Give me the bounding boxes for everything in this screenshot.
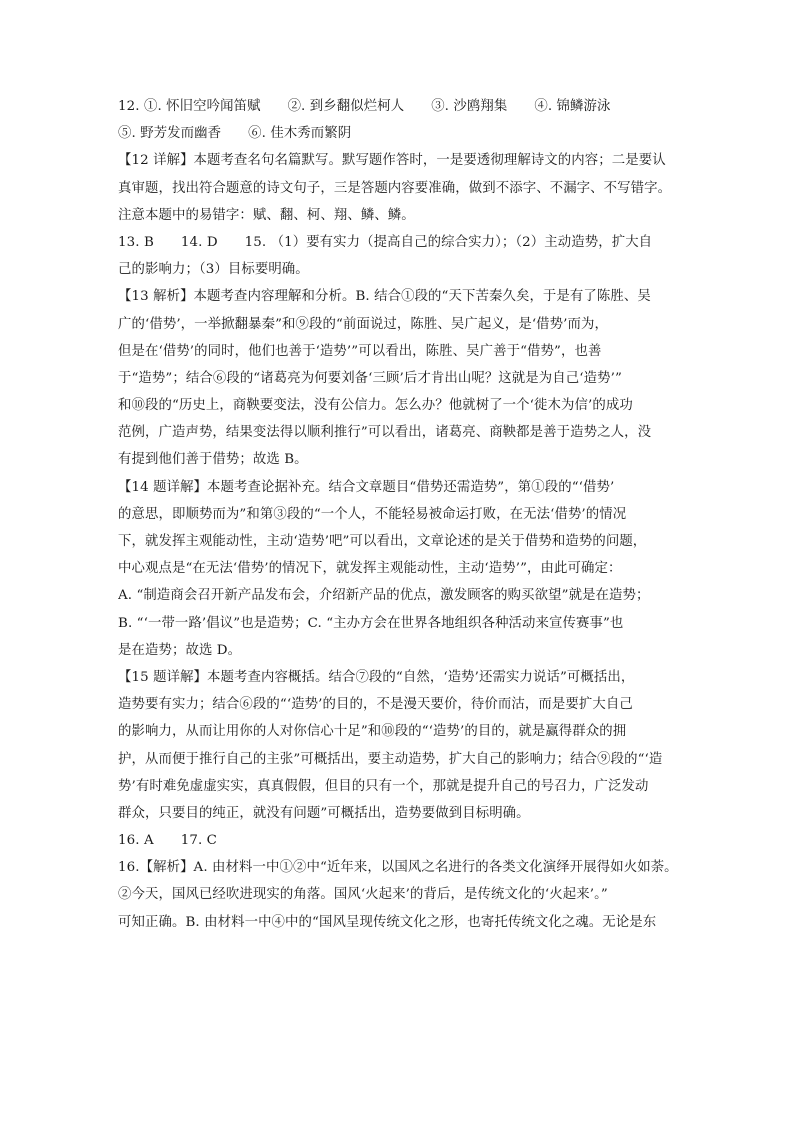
explanation-14-line-6: B. “‘一带一路’倡议”也是造势；C. “主办方会在世界各地组织各种活动来宣传赛事”也	[118, 615, 624, 631]
explanation-13-line-6: 范例，广造声势，结果变法得以顺利推行”可以看出，诸葛亮、商鞅都是善于造势之人，没	[118, 425, 652, 441]
explanation-13-line-5: 和⑩段的“历史上，商鞅要变法，没有公信力。怎么办？他就树了一个‘徙木为信’的成功	[118, 398, 633, 414]
answer-line-12b: ⑤. 野芳发而幽香 ⑥. 佳木秀而繁阴	[118, 126, 352, 142]
explanation-14-line-2: 的意思，即顺势而为”和第③段的“一个人，不能轻易被命运打败，在无法‘借势’的情况	[118, 506, 627, 522]
explanation-14-line-5: A. “制造商会召开新产品发布会，介绍新产品的优点，激发顾客的购买欲望”就是在造势；	[118, 588, 650, 604]
explanation-13-line-2: 广的‘借势’，一举掀翻暴秦”和⑨段的“前面说过，陈胜、吴广起义，是‘借势’而为，	[118, 316, 608, 332]
answer-line-16-17: 16. A 17. C	[118, 833, 218, 849]
explanation-14-line-3: 下，就发挥主观能动性，主动‘造势’吧”可以看出，文章论述的是关于借势和造势的问题，	[118, 534, 647, 549]
explanation-12-line-2: 真审题，找出符合题意的诗文句子，三是答题内容要准确，做到不添字、不漏字、不写错字。	[118, 180, 672, 196]
answer-line-13-15b: 己的影响力；（3）目标要明确。	[118, 262, 309, 278]
explanation-16-line-2: ②今天，国风已经吹进现实的角落。国风‘火起来’的背后，是传统文化的‘火起来’。”	[118, 887, 608, 903]
explanation-15-line-6: 群众，只要目的纯正，就没有问题”可概括出，造势要做到目标明确。	[118, 805, 530, 821]
answer-line-13-15a: 13. B 14. D 15. （1）要有实力（提高自己的综合实力）；（2）主动造势，扩大自	[118, 234, 653, 250]
explanation-13-line-1: 【13 解析】本题考查内容理解和分析。B. 结合①段的“天下苦秦久矣，于是有了陈胜、吴	[118, 289, 651, 305]
explanation-12-line-1: 【12 详解】本题考查名句名篇默写。默写题作答时，一是要透彻理解诗文的内容；二是要认	[118, 153, 666, 169]
explanation-12-line-3: 注意本题中的易错字：赋、翻、柯、翔、鳞、鳞。	[118, 207, 415, 223]
explanation-14-line-7: 是在造势；故选 D。	[118, 642, 242, 658]
document-page	[118, 98, 678, 941]
explanation-13-line-3: 但是在‘借势’的同时，他们也善于‘造势’”可以看出，陈胜、吴广善于“借势”，也善	[118, 343, 602, 359]
answer-line-12a: 12. ①. 怀旧空吟闻笛赋 ②. 到乡翻似烂柯人 ③. 沙鸥翔集 ④. 锦鳞游泳	[118, 99, 611, 114]
explanation-15-line-2: 造势要有实力；结合⑥段的“‘造势’的目的，不是漫天要价，待价而沽，而是要扩大自己	[118, 697, 633, 713]
explanation-16-line-1: 16.【解析】A. 由材料一中①②中“近年来，以国风之名进行的各类文化演绎开展得如火如荼。	[118, 860, 678, 876]
explanation-15-line-1: 【15 题详解】本题考查内容概括。结合⑦段的“自然，‘造势’还需实力说话”可概括出，	[118, 669, 635, 685]
explanation-16-line-3: 可知正确。B. 由材料一中④中的“国风呈现传统文化之形，也寄托传统文化之魂。无论是东	[118, 914, 657, 930]
explanation-14-line-4: 中心观点是“在无法‘借势’的情况下，就发挥主观能动性，主动‘造势’”，由此可确定：	[118, 561, 622, 577]
explanation-15-line-3: 的影响力，从而让用你的人对你信心十足”和⑩段的“‘造势’的目的，就是赢得群众的拥	[118, 724, 627, 740]
explanation-15-line-5: 势’有时难免虚虚实实，真真假假，但目的只有一个，那就是提升自己的号召力，广泛发动	[118, 778, 649, 794]
explanation-13-line-7: 有提到他们善于借势；故选 B。	[118, 452, 308, 468]
explanation-15-line-4: 护，从而便于推行自己的主张”可概括出，要主动造势，扩大自己的影响力；结合⑨段的“‘造	[118, 751, 663, 767]
explanation-13-line-4: 于“造势”；结合⑥段的“诸葛亮为何要刘备‘三顾’后才肯出山呢？这就是为自己‘造势’”	[118, 370, 622, 386]
explanation-14-line-1: 【14 题详解】本题考查论据补充。结合文章题目“借势还需造势”，第①段的“‘借势’	[118, 479, 615, 495]
